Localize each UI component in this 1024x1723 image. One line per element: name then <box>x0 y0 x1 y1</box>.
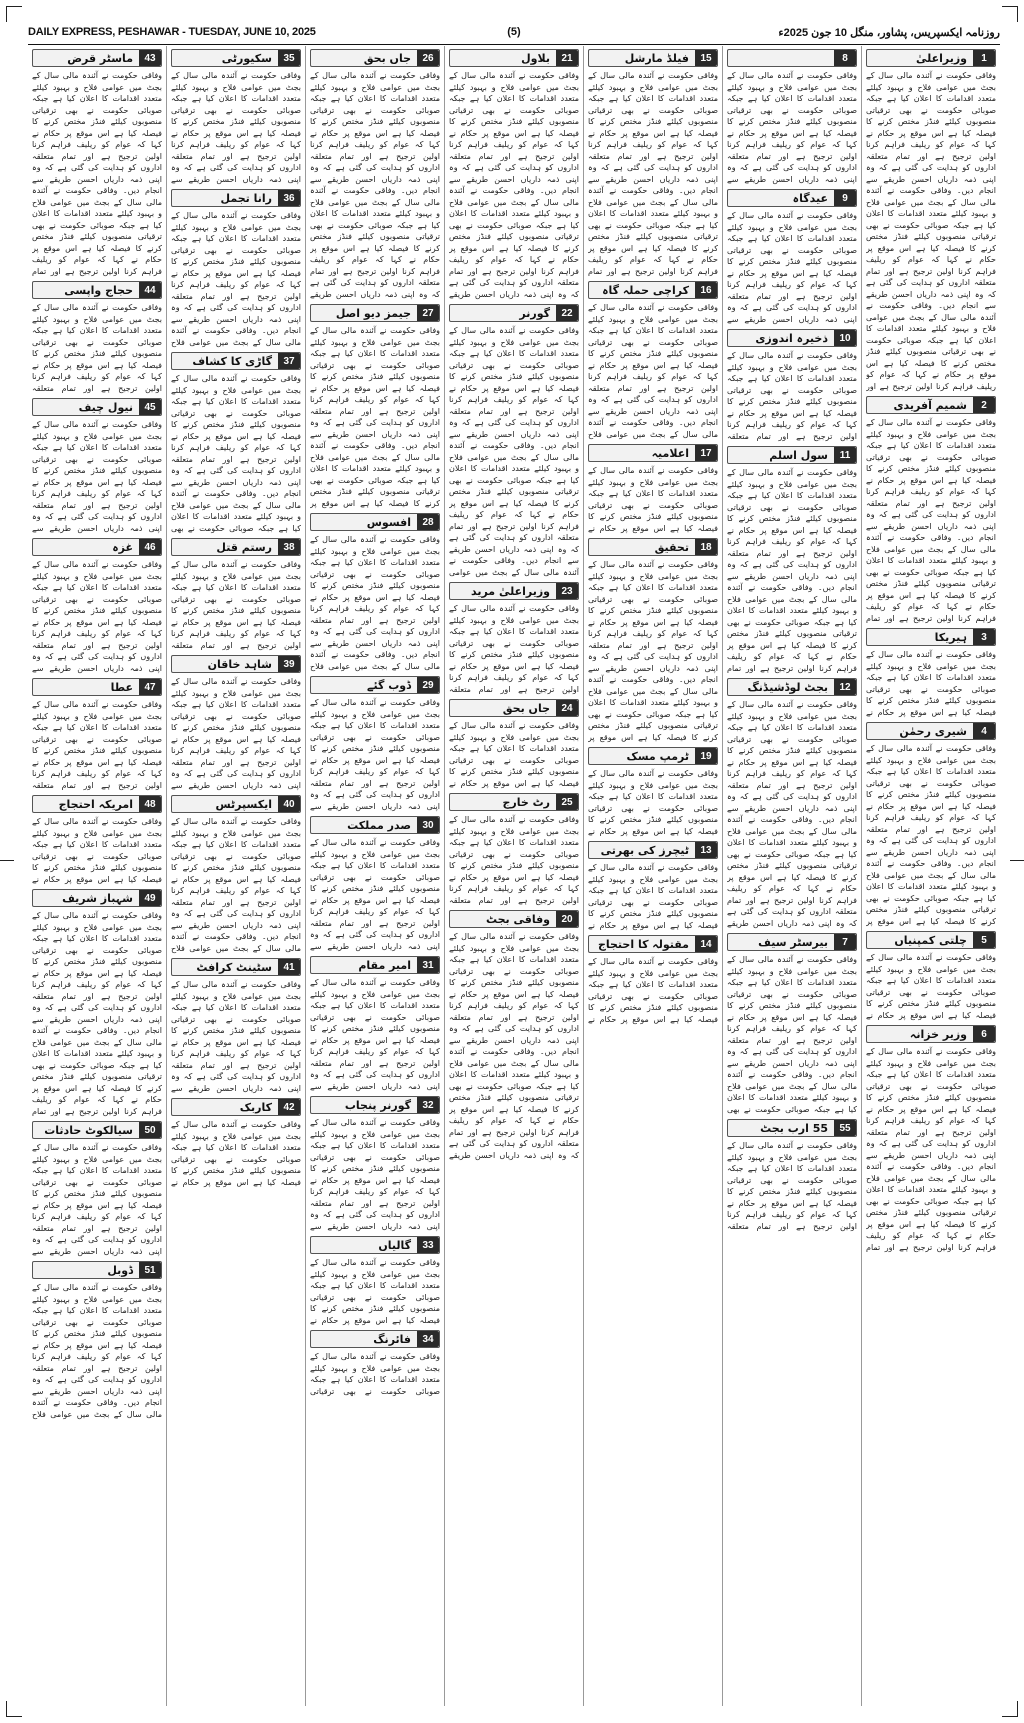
news-item-number: 29 <box>417 677 439 693</box>
news-item-heading <box>32 281 162 299</box>
news-item-heading <box>866 396 996 414</box>
news-item-number: 42 <box>278 1099 300 1115</box>
news-item <box>727 933 857 1115</box>
news-item-heading <box>171 538 301 556</box>
news-item <box>171 958 301 1094</box>
news-item <box>310 816 440 952</box>
news-item <box>310 49 440 300</box>
news-item <box>310 1096 440 1232</box>
news-item <box>449 699 579 789</box>
news-item-number: 30 <box>417 817 439 833</box>
news-item-number: 6 <box>973 1026 995 1042</box>
news-item-number: 46 <box>139 539 161 555</box>
news-item-title: فیلڈ مارشل <box>624 51 689 65</box>
news-item-number: 33 <box>417 1237 439 1253</box>
news-item-number: 27 <box>417 305 439 321</box>
news-item-body: وفاقی حکومت نے آئندہ مالی سال کے بجٹ میں عوامی فلاح و بہبود کیلئے متعدد اقدامات کا اعلان کیا ہے جبکہ صوبائی حکومت نے بھی ترقیاتی منصوبوں کیلئے فنڈز مختص کرنے کا فیصلہ کیا ہے اس موقع پر حکام نے <box>866 953 996 1020</box>
news-column-7 <box>28 46 166 1706</box>
news-item-title: شہباز شریف <box>62 891 133 905</box>
crop-mark <box>1017 6 1018 22</box>
news-item-body: وفاقی حکومت نے آئندہ مالی سال کے بجٹ میں عوامی فلاح و بہبود کیلئے متعدد اقدامات کا اعلان کیا ہے جبکہ صوبائی حکومت نے بھی ترقیاتی منصوبوں کیلئے فنڈز مختص کرنے کا فیصلہ کیا ہے اس موقع پر حکام نے کہا کہ عوام کو ریلیف فراہم کرنا اولین ترجیح ہے اور تمام متعلقہ <box>171 560 301 650</box>
news-item-number: 14 <box>695 936 717 952</box>
news-item-title: افسوس <box>366 515 411 529</box>
news-item-title: شاہد خاقان <box>207 657 272 671</box>
news-item-number: 5 <box>973 932 995 948</box>
news-item-number: 23 <box>556 583 578 599</box>
news-column-4 <box>444 46 583 1706</box>
news-item-heading <box>588 444 718 462</box>
news-column-5 <box>305 46 444 1706</box>
news-item-heading <box>171 352 301 370</box>
news-item <box>727 189 857 325</box>
news-item-title: وزیراعلیٰ مرید <box>470 584 550 598</box>
news-item-body: وفاقی حکومت نے آئندہ مالی سال کے بجٹ میں عوامی فلاح و بہبود کیلئے متعدد اقدامات کا اعلان کیا ہے جبکہ صوبائی حکومت نے بھی ترقیاتی منصوبوں کیلئے فنڈز مختص کرنے کا فیصلہ کیا ہے اس موقع پر حکام نے کہا کہ عوام کو ریلیف فراہم کرنا اولین ترجیح ہے اور تمام متعلقہ اداروں کو ہدایت کی گئی ہے کہ وہ اپنی ذمہ داریاں احسن طریقے سے <box>310 978 440 1091</box>
news-item-heading <box>727 933 857 951</box>
news-item-title: تحقیق <box>654 540 689 554</box>
news-item <box>310 676 440 812</box>
news-item-heading <box>449 304 579 322</box>
news-item <box>449 582 579 695</box>
news-item-body: وفاقی حکومت نے آئندہ مالی سال کے بجٹ میں عوامی فلاح و بہبود کیلئے متعدد اقدامات کا اعلان کیا ہے جبکہ صوبائی حکومت نے بھی ترقیاتی منصوبوں کیلئے فنڈز مختص کرنے کا فیصلہ کیا ہے اس موقع پر حکام نے کہا کہ عوام کو ریلیف فراہم کرنا اولین ترجیح ہے اور تمام متعلقہ اداروں کو ہدایت کی گئی ہے کہ وہ اپنی ذمہ داریاں احسن طریقے سے انجام دیں۔ وفاقی حکومت نے آئندہ مالی سال کے بجٹ میں عوامی فلاح <box>588 303 718 439</box>
news-item-title: رٹ خارج <box>502 795 550 809</box>
news-item-title: امیر مقام <box>358 958 411 972</box>
news-item-body: وفاقی حکومت نے آئندہ مالی سال کے بجٹ میں عوامی فلاح و بہبود کیلئے متعدد اقدامات کا اعلان کیا ہے جبکہ صوبائی حکومت نے بھی ترقیاتی منصوبوں کیلئے فنڈز مختص کرنے کا فیصلہ کیا ہے اس موقع پر حکام نے کہا کہ عوام کو ریلیف فراہم کرنا اولین ترجیح ہے اور تمام متعلقہ <box>449 604 579 694</box>
news-item-number: 39 <box>278 656 300 672</box>
news-item-body: وفاقی حکومت نے آئندہ مالی سال کے بجٹ میں عوامی فلاح و بہبود کیلئے متعدد اقدامات کا اعلان کیا ہے جبکہ صوبائی حکومت نے بھی ترقیاتی منصوبوں کیلئے فنڈز مختص کرنے کا فیصلہ کیا ہے اس موقع پر حکام نے کہا کہ عوام کو ریلیف فراہم کرنا اولین ترجیح ہے اور تمام متعلقہ اداروں کو ہدایت کی گئی ہے کہ وہ اپنی ذمہ داریاں احسن طریقے سے انجام دیں۔ وفاقی حکومت نے آئندہ مالی سال کے بجٹ میں عوامی فلاح و بہبود کیلئے متعدد اقدامات کا اعلان کیا ہے جبکہ صوبائی حکومت نے بھی ترقیاتی منصوبوں کیلئے فنڈز مختص کرنے کا فیصلہ کیا ہے اس موقع پر <box>588 560 718 742</box>
news-item <box>449 49 579 300</box>
news-item-body: وفاقی حکومت نے آئندہ مالی سال کے بجٹ میں عوامی فلاح و بہبود کیلئے متعدد اقدامات کا اعلان کیا ہے جبکہ صوبائی حکومت نے بھی ترقیاتی منصوبوں کیلئے فنڈز مختص کرنے کا فیصلہ کیا ہے اس موقع پر حکام نے کہا کہ عوام کو ریلیف فراہم کرنا اولین ترجیح ہے اور تمام متعلقہ <box>32 700 162 790</box>
news-item-title: کاربک <box>239 1100 272 1114</box>
news-item-body: وفاقی حکومت نے آئندہ مالی سال کے بجٹ میں عوامی فلاح و بہبود کیلئے متعدد اقدامات کا اعلان کیا ہے جبکہ صوبائی حکومت نے بھی ترقیاتی منصوبوں کیلئے فنڈز مختص کرنے کا فیصلہ کیا ہے اس موقع پر حکام نے <box>449 721 579 788</box>
news-item-title: شیری رحمٰن <box>899 724 967 738</box>
news-item <box>32 398 162 534</box>
news-item-heading <box>32 538 162 556</box>
news-item-body: وفاقی حکومت نے آئندہ مالی سال کے بجٹ میں عوامی فلاح و بہبود کیلئے متعدد اقدامات کا اعلان کیا ہے جبکہ صوبائی حکومت نے بھی ترقیاتی منصوبوں کیلئے فنڈز مختص کرنے کا فیصلہ کیا ہے اس موقع پر حکام نے کہا کہ عوام کو ریلیف فراہم کرنا اولین ترجیح ہے اور تمام متعلقہ اداروں کو ہدایت کی گئی ہے کہ وہ اپنی ذمہ داریاں احسن طریقے سے انجام دیں۔ وفاقی حکومت نے آئندہ مالی سال کے بجٹ میں عوامی فلاح و بہبود کیلئے متعدد اقدامات کا اعلان کیا ہے جبکہ صوبائی حکومت نے بھی ترقیاتی منصوبوں کیلئے فنڈز مختص کرنے کا فیصلہ کیا ہے اس موقع پر حکام نے کہا کہ عوام کو ریلیف فراہم کرنا اولین ترجیح ہے اور تمام متعلقہ اداروں کو ہدایت کی گئی ہے کہ وہ اپنی ذمہ داریاں احسن طریقے <box>310 71 440 299</box>
news-item-title: فائرنگ <box>373 1332 411 1346</box>
news-item-number: 47 <box>139 679 161 695</box>
news-item-title: سٹینٹ کرافٹ <box>196 960 272 974</box>
news-item-title: ماسٹر قرض <box>67 51 133 65</box>
news-item-number: 16 <box>695 282 717 298</box>
news-item-number: 22 <box>556 305 578 321</box>
news-item-heading <box>171 795 301 813</box>
news-item-heading <box>588 281 718 299</box>
news-item-body: وفاقی حکومت نے آئندہ مالی سال کے بجٹ میں عوامی فلاح و بہبود کیلئے متعدد اقدامات کا اعلان کیا ہے جبکہ صوبائی حکومت نے بھی ترقیاتی منصوبوں کیلئے فنڈز مختص کرنے کا فیصلہ کیا ہے اس موقع پر حکام نے کہا کہ عوام کو ریلیف فراہم کرنا اولین ترجیح ہے اور تمام متعلقہ اداروں کو ہدایت کی گئی ہے کہ وہ اپنی ذمہ داریاں احسن طریقے سے انجام دیں۔ وفاقی حکومت نے آئندہ مالی سال کے بجٹ میں عوامی فلاح و بہبود کیلئے متعدد اقدامات کا اعلان کیا ہے جبکہ صوبائی حکومت نے بھی ترقیاتی منصوبوں کیلئے فنڈز مختص کرنے کا فیصلہ کیا ہے اس موقع پر حکام نے کہا کہ عوام کو ریلیف فراہم کرنا اولین ترجیح ہے اور تمام متعلقہ اداروں کو ہدایت کی گئی ہے کہ وہ اپنی ذمہ داریاں احسن طریقے سے انجام دیں۔ وفاقی حکومت نے آئندہ مالی سال کے بجٹ میں عوامی فلاح و بہبود کیلئے متعدد اقدامات کا اعلان کیا ہے جبکہ صوبائی حکومت نے بھی ترقیاتی منصوبوں کیلئے فنڈز مختص کرنے کا فیصلہ کیا ہے اس موقع پر حکام نے کہا کہ عوام کو ریلیف فراہم کرنا اولین ترجیح ہے اور <box>866 71 996 391</box>
news-item-heading <box>310 513 440 531</box>
news-item <box>449 793 579 906</box>
news-item-heading <box>310 676 440 694</box>
news-item-body: وفاقی حکومت نے آئندہ مالی سال کے بجٹ میں عوامی فلاح و بہبود کیلئے متعدد اقدامات کا اعلان کیا ہے جبکہ صوبائی حکومت نے بھی ترقیاتی منصوبوں کیلئے فنڈز مختص کرنے کا فیصلہ کیا ہے اس موقع پر حکام نے کہا کہ عوام کو ریلیف فراہم کرنا اولین ترجیح ہے اور تمام متعلقہ <box>32 303 162 393</box>
news-item-body: وفاقی حکومت نے آئندہ مالی سال کے بجٹ میں عوامی فلاح و بہبود کیلئے متعدد اقدامات کا اعلان کیا ہے جبکہ صوبائی حکومت نے بھی ترقیاتی منصوبوں کیلئے فنڈز مختص کرنے کا فیصلہ کیا ہے اس موقع پر حکام نے کہا کہ عوام کو ریلیف فراہم کرنا اولین ترجیح ہے اور تمام متعلقہ اداروں کو ہدایت کی گئی ہے کہ وہ اپنی ذمہ داریاں احسن طریقے سے <box>32 420 162 533</box>
news-item <box>588 444 718 534</box>
news-item-title: بیرسٹر سیف <box>758 935 828 949</box>
news-item-number: 49 <box>139 890 161 906</box>
news-item-body: وفاقی حکومت نے آئندہ مالی سال کے بجٹ میں عوامی فلاح و بہبود کیلئے متعدد اقدامات کا اعلان کیا ہے جبکہ صوبائی حکومت نے بھی ترقیاتی منصوبوں کیلئے فنڈز مختص کرنے کا فیصلہ کیا ہے اس موقع پر حکام نے کہا کہ عوام کو ریلیف فراہم کرنا اولین ترجیح ہے اور تمام متعلقہ اداروں کو ہدایت کی گئی ہے کہ وہ اپنی ذمہ داریاں احسن طریقے سے انجام دیں۔ وفاقی حکومت نے آئندہ مالی سال کے بجٹ میں عوامی فلاح و بہبود کیلئے متعدد اقدامات کا اعلان کیا ہے جبکہ صوبائی حکومت نے بھی <box>727 955 857 1114</box>
news-item-heading <box>32 889 162 907</box>
news-item-body: وفاقی حکومت نے آئندہ مالی سال کے بجٹ میں عوامی فلاح و بہبود کیلئے متعدد اقدامات کا اعلان کیا ہے جبکہ صوبائی حکومت نے بھی ترقیاتی منصوبوں کیلئے فنڈز مختص کرنے کا فیصلہ کیا ہے اس موقع پر حکام نے کہا کہ عوام کو ریلیف فراہم کرنا اولین ترجیح ہے اور تمام متعلقہ <box>727 1141 857 1231</box>
news-item <box>727 678 857 929</box>
news-item <box>727 446 857 674</box>
news-item <box>588 935 718 1025</box>
news-item-number: 9 <box>834 190 856 206</box>
news-item-body: وفاقی حکومت نے آئندہ مالی سال کے بجٹ میں عوامی فلاح و بہبود کیلئے متعدد اقدامات کا اعلان کیا ہے جبکہ صوبائی حکومت نے بھی ترقیاتی منصوبوں کیلئے فنڈز مختص کرنے کا فیصلہ کیا ہے اس موقع پر حکام نے کہا کہ عوام کو ریلیف فراہم کرنا اولین ترجیح ہے اور تمام متعلقہ اداروں کو ہدایت کی گئی ہے کہ وہ اپنی ذمہ داریاں احسن طریقے سے <box>727 71 857 184</box>
news-item-title: وزیراعلیٰ <box>915 51 967 65</box>
news-item-body: وفاقی حکومت نے آئندہ مالی سال کے بجٹ میں عوامی فلاح و بہبود کیلئے متعدد اقدامات کا اعلان کیا ہے جبکہ صوبائی حکومت نے بھی ترقیاتی منصوبوں کیلئے فنڈز مختص کرنے کا فیصلہ کیا ہے اس موقع پر حکام نے کہا کہ عوام کو ریلیف فراہم کرنا اولین ترجیح ہے اور تمام متعلقہ اداروں کو ہدایت کی گئی ہے کہ وہ اپنی ذمہ داریاں احسن طریقے سے <box>171 71 301 184</box>
news-item-number: 17 <box>695 445 717 461</box>
news-item <box>32 538 162 674</box>
news-item-number: 12 <box>834 679 856 695</box>
news-item-title: ڈوب گئے <box>367 678 411 692</box>
news-item-heading <box>866 931 996 949</box>
news-item-body: وفاقی حکومت نے آئندہ مالی سال کے بجٹ میں عوامی فلاح و بہبود کیلئے متعدد اقدامات کا اعلان کیا ہے جبکہ صوبائی حکومت نے بھی ترقیاتی منصوبوں کیلئے فنڈز مختص کرنے کا فیصلہ کیا ہے اس موقع پر حکام نے کہا کہ عوام کو ریلیف فراہم کرنا اولین ترجیح ہے اور تمام متعلقہ <box>727 351 857 441</box>
news-item-heading <box>310 1236 440 1254</box>
masthead-date-english: DAILY EXPRESS, PESHAWAR - TUESDAY, JUNE 10, 2025 <box>28 26 316 38</box>
news-item-body: وفاقی حکومت نے آئندہ مالی سال کے بجٹ میں عوامی فلاح و بہبود کیلئے متعدد اقدامات کا اعلان کیا ہے جبکہ صوبائی حکومت نے بھی ترقیاتی منصوبوں کیلئے فنڈز مختص کرنے کا فیصلہ کیا ہے اس موقع پر حکام نے کہا کہ عوام کو ریلیف فراہم کرنا اولین ترجیح ہے اور تمام متعلقہ اداروں کو ہدایت کی گئی ہے کہ وہ اپنی ذمہ داریاں احسن طریقے سے <box>310 698 440 811</box>
news-item-number: 35 <box>278 50 300 66</box>
news-item <box>310 1236 440 1326</box>
news-item <box>171 189 301 348</box>
news-item-body: وفاقی حکومت نے آئندہ مالی سال کے بجٹ میں عوامی فلاح و بہبود کیلئے متعدد اقدامات کا اعلان کیا ہے جبکہ صوبائی حکومت نے بھی ترقیاتی منصوبوں کیلئے فنڈز مختص کرنے کا فیصلہ کیا ہے اس موقع پر حکام نے کہا کہ عوام کو ریلیف فراہم کرنا اولین ترجیح ہے اور تمام متعلقہ اداروں کو ہدایت کی گئی ہے کہ وہ اپنی ذمہ داریاں احسن طریقے سے انجام دیں۔ وفاقی حکومت نے آئندہ مالی سال کے بجٹ میں عوامی فلاح <box>171 211 301 347</box>
news-item-title: گورنر پنجاب <box>344 1098 411 1112</box>
news-item <box>588 538 718 743</box>
news-column-6 <box>166 46 305 1706</box>
news-item-title: شمیم آفریدی <box>893 398 967 412</box>
news-item-heading <box>866 722 996 740</box>
news-item <box>171 352 301 534</box>
news-item-number: 24 <box>556 700 578 716</box>
news-item-body: وفاقی حکومت نے آئندہ مالی سال کے بجٹ میں عوامی فلاح و بہبود کیلئے متعدد اقدامات کا اعلان کیا ہے جبکہ صوبائی حکومت نے بھی ترقیاتی منصوبوں کیلئے فنڈز مختص کرنے کا فیصلہ کیا ہے اس موقع پر حکام نے کہا کہ عوام کو ریلیف فراہم کرنا اولین ترجیح ہے اور تمام متعلقہ اداروں کو ہدایت کی گئی ہے کہ وہ اپنی ذمہ داریاں احسن طریقے سے انجام دیں۔ وفاقی حکومت نے آئندہ مالی سال کے بجٹ میں عوامی فلاح و بہبود کیلئے متعدد اقدامات کا اعلان کیا ہے جبکہ صوبائی حکومت نے بھی ترقیاتی منصوبوں کیلئے فنڈز مختص کرنے کا فیصلہ کیا ہے اس موقع پر <box>310 326 440 508</box>
news-item-title: سیالکوٹ حادثات <box>44 1123 133 1137</box>
news-item-heading <box>32 678 162 696</box>
news-item <box>866 396 996 624</box>
news-item <box>171 1098 301 1188</box>
news-item-heading <box>32 1121 162 1139</box>
news-item-title: امریکہ احتجاج <box>58 797 133 811</box>
news-item <box>310 513 440 672</box>
news-item-heading <box>449 699 579 717</box>
news-item-body: وفاقی حکومت نے آئندہ مالی سال کے بجٹ میں عوامی فلاح و بہبود کیلئے متعدد اقدامات کا اعلان کیا ہے جبکہ صوبائی حکومت نے بھی ترقیاتی منصوبوں کیلئے فنڈز مختص کرنے کا فیصلہ کیا ہے اس موقع پر حکام نے کہا کہ عوام کو ریلیف فراہم کرنا اولین ترجیح ہے اور تمام متعلقہ اداروں کو ہدایت کی گئی ہے کہ وہ اپنی ذمہ داریاں احسن طریقے سے <box>171 677 301 790</box>
news-item-title: گالیاں <box>378 1238 411 1252</box>
masthead-date-urdu: روزنامہ ایکسپریس، پشاور، منگل 10 جون 2025ء <box>778 26 1000 39</box>
news-item-body: وفاقی حکومت نے آئندہ مالی سال کے بجٹ میں عوامی فلاح و بہبود کیلئے متعدد اقدامات کا اعلان کیا ہے جبکہ صوبائی حکومت نے بھی ترقیاتی <box>310 1352 440 1396</box>
news-item-heading <box>310 304 440 322</box>
news-item-heading <box>171 1098 301 1116</box>
news-item-heading <box>588 935 718 953</box>
news-item-heading <box>32 795 162 813</box>
news-item-title: عیدگاہ <box>792 191 828 205</box>
news-item <box>32 1121 162 1257</box>
news-item <box>310 1330 440 1397</box>
news-column-2 <box>722 46 861 1706</box>
news-item-title: مقتولہ کا احتجاج <box>597 937 689 951</box>
news-item-heading <box>727 446 857 464</box>
crop-mark <box>6 1701 7 1717</box>
news-item-body: وفاقی حکومت نے آئندہ مالی سال کے بجٹ میں عوامی فلاح و بہبود کیلئے متعدد اقدامات کا اعلان کیا ہے جبکہ صوبائی حکومت نے بھی ترقیاتی منصوبوں کیلئے فنڈز مختص کرنے کا فیصلہ کیا ہے اس موقع پر حکام نے کہا کہ عوام کو ریلیف فراہم کرنا اولین ترجیح ہے اور تمام متعلقہ اداروں کو ہدایت کی گئی ہے کہ وہ اپنی ذمہ داریاں احسن طریقے سے انجام دیں۔ وفاقی حکومت نے آئندہ مالی سال کے بجٹ میں عوامی فلاح <box>310 535 440 671</box>
news-item-body: وفاقی حکومت نے آئندہ مالی سال کے بجٹ میں عوامی فلاح و بہبود کیلئے متعدد اقدامات کا اعلان کیا ہے جبکہ صوبائی حکومت نے بھی ترقیاتی منصوبوں کیلئے فنڈز مختص کرنے کا فیصلہ کیا ہے اس موقع پر حکام نے کہا کہ عوام کو ریلیف فراہم کرنا اولین ترجیح ہے اور تمام متعلقہ اداروں کو ہدایت کی گئی ہے کہ وہ اپنی ذمہ داریاں احسن طریقے سے انجام دیں۔ وفاقی حکومت نے آئندہ مالی سال کے بجٹ میں عوامی فلاح و بہبود کیلئے متعدد اقدامات کا اعلان کیا ہے جبکہ صوبائی حکومت نے بھی ترقیاتی منصوبوں کیلئے فنڈز مختص کرنے کا فیصلہ کیا ہے اس موقع پر حکام نے کہا کہ عوام کو ریلیف فراہم کرنا اولین ترجیح ہے اور تمام متعلقہ اداروں کو ہدایت کی گئی ہے کہ وہ اپنی ذمہ داریاں احسن طریقے <box>449 71 579 299</box>
news-item-body: وفاقی حکومت نے آئندہ مالی سال کے بجٹ میں عوامی فلاح و بہبود کیلئے متعدد اقدامات کا اعلان کیا ہے جبکہ صوبائی حکومت نے بھی ترقیاتی منصوبوں کیلئے فنڈز مختص کرنے کا فیصلہ کیا ہے اس موقع پر حکام نے کہا کہ عوام کو ریلیف فراہم کرنا اولین ترجیح ہے اور تمام متعلقہ اداروں کو ہدایت کی گئی ہے کہ وہ اپنی ذمہ داریاں احسن طریقے سے انجام دیں۔ وفاقی حکومت نے آئندہ مالی سال کے بجٹ میں عوامی فلاح و بہبود کیلئے متعدد اقدامات کا اعلان کیا ہے جبکہ صوبائی حکومت نے بھی ترقیاتی منصوبوں کیلئے فنڈز مختص کرنے کا فیصلہ کیا ہے اس موقع پر <box>866 744 996 926</box>
news-item <box>171 655 301 791</box>
news-item-body: وفاقی حکومت نے آئندہ مالی سال کے بجٹ میں عوامی فلاح و بہبود کیلئے متعدد اقدامات کا اعلان کیا ہے جبکہ صوبائی حکومت نے بھی ترقیاتی منصوبوں کیلئے فنڈز مختص کرنے کا فیصلہ کیا ہے اس موقع پر حکام نے کہا کہ عوام کو ریلیف فراہم کرنا اولین ترجیح ہے اور تمام متعلقہ اداروں کو ہدایت کی گئی ہے کہ وہ اپنی ذمہ داریاں احسن طریقے سے <box>727 211 857 324</box>
news-item <box>32 889 162 1117</box>
news-item-heading <box>310 956 440 974</box>
news-item <box>171 795 301 954</box>
news-item-title: 55 ارب بجٹ <box>760 1121 828 1135</box>
news-item-number: 25 <box>556 794 578 810</box>
news-item <box>32 49 162 277</box>
news-item-number: 43 <box>139 50 161 66</box>
news-item-heading <box>171 655 301 673</box>
news-item-number: 15 <box>695 50 717 66</box>
news-item-heading <box>727 49 857 67</box>
news-item <box>588 281 718 440</box>
news-item-number: 2 <box>973 397 995 413</box>
news-item <box>866 49 996 392</box>
news-item-body: وفاقی حکومت نے آئندہ مالی سال کے بجٹ میں عوامی فلاح و بہبود کیلئے متعدد اقدامات کا اعلان کیا ہے جبکہ صوبائی حکومت نے بھی ترقیاتی منصوبوں کیلئے فنڈز مختص کرنے کا فیصلہ کیا ہے اس موقع پر حکام نے کہا کہ عوام کو ریلیف فراہم کرنا اولین ترجیح ہے اور تمام متعلقہ اداروں کو ہدایت کی گئی ہے کہ وہ اپنی ذمہ داریاں احسن طریقے سے انجام دیں۔ وفاقی حکومت نے آئندہ مالی سال کے بجٹ میں عوامی فلاح و بہبود کیلئے متعدد اقدامات کا اعلان کیا ہے جبکہ صوبائی حکومت نے بھی ترقیاتی منصوبوں کیلئے فنڈز مختص کرنے کا فیصلہ کیا ہے اس موقع پر حکام نے کہا کہ عوام کو ریلیف فراہم کرنا اولین ترجیح ہے اور تمام <box>32 71 162 276</box>
news-item-number: 21 <box>556 50 578 66</box>
news-item-body: وفاقی حکومت نے آئندہ مالی سال کے بجٹ میں عوامی فلاح و بہبود کیلئے متعدد اقدامات کا اعلان کیا ہے جبکہ صوبائی حکومت نے بھی ترقیاتی منصوبوں کیلئے فنڈز مختص کرنے کا فیصلہ کیا ہے اس موقع پر حکام نے کہا کہ عوام کو ریلیف فراہم کرنا اولین ترجیح ہے اور تمام متعلقہ اداروں کو ہدایت کی گئی ہے کہ وہ اپنی ذمہ داریاں احسن طریقے سے انجام دیں۔ وفاقی حکومت نے آئندہ مالی سال کے بجٹ میں عوامی فلاح <box>32 1283 162 1419</box>
news-item-title: جیمز دیو اصل <box>335 306 411 320</box>
news-item-body: وفاقی حکومت نے آئندہ مالی سال کے بجٹ میں عوامی فلاح و بہبود کیلئے متعدد اقدامات کا اعلان کیا ہے جبکہ صوبائی حکومت نے بھی ترقیاتی منصوبوں کیلئے فنڈز مختص کرنے کا فیصلہ کیا ہے اس موقع پر حکام نے کہا کہ عوام کو ریلیف فراہم کرنا اولین ترجیح ہے اور تمام متعلقہ اداروں کو ہدایت کی گئی ہے کہ وہ اپنی ذمہ داریاں احسن طریقے سے انجام دیں۔ وفاقی حکومت نے آئندہ مالی سال کے بجٹ میں عوامی فلاح و بہبود کیلئے متعدد اقدامات کا اعلان کیا ہے جبکہ صوبائی حکومت نے بھی <box>171 374 301 533</box>
page-number: (5) <box>507 26 521 38</box>
news-item-heading <box>32 398 162 416</box>
crop-mark <box>6 6 22 7</box>
news-item-body: وفاقی حکومت نے آئندہ مالی سال کے بجٹ میں عوامی فلاح و بہبود کیلئے متعدد اقدامات کا اعلان کیا ہے جبکہ صوبائی حکومت نے بھی ترقیاتی منصوبوں کیلئے فنڈز مختص کرنے کا فیصلہ کیا ہے اس موقع پر حکام نے کہا کہ عوام کو ریلیف فراہم کرنا اولین ترجیح ہے اور تمام متعلقہ اداروں کو ہدایت کی گئی ہے کہ وہ اپنی ذمہ داریاں احسن طریقے سے انجام دیں۔ وفاقی حکومت نے آئندہ مالی سال کے بجٹ میں عوامی فلاح و بہبود کیلئے متعدد اقدامات کا اعلان کیا ہے جبکہ صوبائی حکومت نے بھی ترقیاتی منصوبوں کیلئے فنڈز مختص کرنے کا فیصلہ کیا ہے اس موقع پر حکام نے کہا کہ عوام کو ریلیف فراہم کرنا اولین ترجیح ہے اور تمام <box>32 911 162 1116</box>
news-item-title: حجاج واپسی <box>64 283 133 297</box>
news-item-title: غزہ <box>112 540 133 554</box>
news-item-title: ہیریکا <box>934 630 967 644</box>
news-item-title: ٹرمپ مسک <box>626 749 689 763</box>
news-item-title: ڈوبل <box>107 1263 133 1277</box>
news-item-heading <box>310 1330 440 1348</box>
news-item-body: وفاقی حکومت نے آئندہ مالی سال کے بجٹ میں عوامی فلاح و بہبود کیلئے متعدد اقدامات کا اعلان کیا ہے جبکہ صوبائی حکومت نے بھی ترقیاتی منصوبوں کیلئے فنڈز مختص کرنے کا فیصلہ کیا ہے اس موقع پر حکام نے <box>171 1120 301 1187</box>
news-item-number: 31 <box>417 957 439 973</box>
news-item-number: 1 <box>973 50 995 66</box>
news-item-body: وفاقی حکومت نے آئندہ مالی سال کے بجٹ میں عوامی فلاح و بہبود کیلئے متعدد اقدامات کا اعلان کیا ہے جبکہ صوبائی حکومت نے بھی ترقیاتی منصوبوں کیلئے فنڈز مختص کرنے کا فیصلہ کیا ہے اس موقع پر حکام نے کہا کہ عوام کو ریلیف فراہم کرنا اولین ترجیح ہے اور تمام متعلقہ اداروں کو ہدایت کی گئی ہے کہ وہ اپنی ذمہ داریاں احسن طریقے سے انجام دیں۔ وفاقی حکومت نے آئندہ مالی سال کے بجٹ میں عوامی فلاح و بہبود کیلئے متعدد اقدامات کا اعلان کیا ہے جبکہ صوبائی حکومت نے بھی ترقیاتی منصوبوں کیلئے فنڈز مختص کرنے کا فیصلہ کیا ہے اس موقع پر حکام نے کہا کہ عوام کو ریلیف فراہم کرنا اولین ترجیح ہے اور تمام <box>588 71 718 276</box>
news-column-1 <box>861 46 1000 1706</box>
news-item-body: وفاقی حکومت نے آئندہ مالی سال کے بجٹ میں عوامی فلاح و بہبود کیلئے متعدد اقدامات کا اعلان کیا ہے جبکہ صوبائی حکومت نے بھی ترقیاتی منصوبوں کیلئے فنڈز مختص کرنے کا فیصلہ کیا ہے اس موقع پر حکام نے کہا کہ عوام کو ریلیف فراہم کرنا اولین ترجیح ہے اور تمام متعلقہ اداروں کو ہدایت کی گئی ہے کہ وہ اپنی ذمہ داریاں احسن طریقے سے انجام دیں۔ وفاقی حکومت نے آئندہ مالی سال کے بجٹ میں عوامی فلاح و بہبود کیلئے متعدد اقدامات کا اعلان کیا ہے جبکہ صوبائی حکومت نے بھی ترقیاتی منصوبوں کیلئے فنڈز مختص کرنے کا فیصلہ کیا ہے اس موقع پر حکام نے کہا کہ عوام کو ریلیف فراہم کرنا اولین ترجیح ہے اور تمام <box>727 468 857 673</box>
news-item-body: وفاقی حکومت نے آئندہ مالی سال کے بجٹ میں عوامی فلاح و بہبود کیلئے متعدد اقدامات کا اعلان کیا ہے جبکہ صوبائی حکومت نے بھی ترقیاتی منصوبوں کیلئے فنڈز مختص کرنے کا فیصلہ کیا ہے اس موقع پر حکام نے <box>310 1258 440 1325</box>
news-item-title: ایکسپرٹس <box>215 797 272 811</box>
crop-mark <box>6 1716 22 1717</box>
news-item-number: 13 <box>695 842 717 858</box>
news-item-heading <box>588 841 718 859</box>
news-item-number: 44 <box>139 282 161 298</box>
news-item <box>32 1261 162 1420</box>
news-item-body: وفاقی حکومت نے آئندہ مالی سال کے بجٹ میں عوامی فلاح و بہبود کیلئے متعدد اقدامات کا اعلان کیا ہے جبکہ صوبائی حکومت نے بھی ترقیاتی منصوبوں کیلئے فنڈز مختص کرنے کا فیصلہ کیا ہے اس موقع پر حکام نے کہا کہ عوام کو ریلیف فراہم کرنا اولین ترجیح ہے اور تمام متعلقہ اداروں کو ہدایت کی گئی ہے کہ وہ اپنی ذمہ داریاں احسن طریقے سے <box>310 1118 440 1231</box>
crop-mark <box>1010 860 1024 861</box>
news-item-heading <box>32 49 162 67</box>
news-item-heading <box>588 747 718 765</box>
news-item <box>727 329 857 442</box>
news-item-heading <box>449 49 579 67</box>
news-item-heading <box>727 1119 857 1137</box>
news-item-number: 18 <box>695 539 717 555</box>
news-item-heading <box>866 628 996 646</box>
news-item-body: وفاقی حکومت نے آئندہ مالی سال کے بجٹ میں عوامی فلاح و بہبود کیلئے متعدد اقدامات کا اعلان کیا ہے جبکہ صوبائی حکومت نے بھی ترقیاتی منصوبوں کیلئے فنڈز مختص کرنے کا فیصلہ کیا ہے اس موقع پر حکام نے کہا کہ عوام کو ریلیف فراہم کرنا اولین ترجیح ہے اور تمام متعلقہ اداروں کو ہدایت کی گئی ہے کہ وہ اپنی ذمہ داریاں احسن طریقے سے انجام دیں۔ وفاقی حکومت نے آئندہ مالی سال کے بجٹ میں عوامی فلاح <box>171 817 301 953</box>
news-item <box>310 304 440 509</box>
news-item-body: وفاقی حکومت نے آئندہ مالی سال کے بجٹ میں عوامی فلاح و بہبود کیلئے متعدد اقدامات کا اعلان کیا ہے جبکہ صوبائی حکومت نے بھی ترقیاتی منصوبوں کیلئے فنڈز مختص کرنے کا فیصلہ کیا ہے اس موقع پر حکام نے <box>866 650 996 717</box>
news-item-number: 41 <box>278 959 300 975</box>
news-item-number: 26 <box>417 50 439 66</box>
news-item-heading <box>727 329 857 347</box>
news-item-heading <box>449 910 579 928</box>
news-item-number: 38 <box>278 539 300 555</box>
news-item-number: 28 <box>417 514 439 530</box>
news-item-number: 19 <box>695 748 717 764</box>
news-item-heading <box>588 49 718 67</box>
news-item-title: ذخیرہ اندوزی <box>755 331 828 345</box>
news-item-title: گورنر <box>519 306 550 320</box>
crop-mark <box>1002 1716 1018 1717</box>
news-item <box>727 49 857 185</box>
news-item-body: وفاقی حکومت نے آئندہ مالی سال کے بجٹ میں عوامی فلاح و بہبود کیلئے متعدد اقدامات کا اعلان کیا ہے جبکہ صوبائی حکومت نے بھی ترقیاتی منصوبوں کیلئے فنڈز مختص کرنے کا فیصلہ کیا ہے اس موقع پر حکام نے کہا کہ عوام کو ریلیف فراہم کرنا اولین ترجیح ہے اور تمام متعلقہ <box>449 815 579 905</box>
news-item-body: وفاقی حکومت نے آئندہ مالی سال کے بجٹ میں عوامی فلاح و بہبود کیلئے متعدد اقدامات کا اعلان کیا ہے جبکہ صوبائی حکومت نے بھی ترقیاتی منصوبوں کیلئے فنڈز مختص کرنے کا فیصلہ کیا ہے اس موقع پر حکام نے کہا کہ عوام کو ریلیف فراہم کرنا اولین ترجیح ہے اور تمام متعلقہ اداروں کو ہدایت کی گئی ہے کہ وہ اپنی ذمہ داریاں احسن طریقے سے انجام دیں۔ وفاقی حکومت نے آئندہ مالی سال کے بجٹ میں عوامی فلاح و بہبود کیلئے متعدد اقدامات کا اعلان کیا ہے جبکہ صوبائی حکومت نے بھی ترقیاتی منصوبوں کیلئے فنڈز مختص کرنے کا فیصلہ کیا ہے اس موقع پر حکام نے کہا کہ عوام کو ریلیف فراہم کرنا اولین ترجیح ہے اور تمام متعلقہ اداروں کو ہدایت کی گئی ہے کہ وہ اپنی ذمہ داریاں احسن طریقے <box>449 932 579 1160</box>
news-item-title: نیول چیف <box>78 400 133 414</box>
news-item-number: 40 <box>278 796 300 812</box>
news-item-number: 8 <box>834 50 856 66</box>
news-item-number: 48 <box>139 796 161 812</box>
news-item-number: 20 <box>556 911 578 927</box>
news-item-heading <box>171 958 301 976</box>
news-item <box>866 722 996 927</box>
news-item-heading <box>727 678 857 696</box>
news-item-number: 3 <box>973 629 995 645</box>
news-item-title: اعلامیہ <box>651 446 689 460</box>
news-item-title: سکیورٹی <box>221 51 272 65</box>
news-item-title: وفاقی بجٹ <box>485 912 550 926</box>
news-item-body: وفاقی حکومت نے آئندہ مالی سال کے بجٹ میں عوامی فلاح و بہبود کیلئے متعدد اقدامات کا اعلان کیا ہے جبکہ صوبائی حکومت نے بھی ترقیاتی منصوبوں کیلئے فنڈز مختص کرنے کا فیصلہ کیا ہے اس موقع پر حکام نے <box>32 817 162 884</box>
news-item <box>588 49 718 277</box>
news-item-heading <box>866 1025 996 1043</box>
news-item-heading <box>171 189 301 207</box>
news-item <box>449 304 579 578</box>
news-item-title: وزیر خزانہ <box>909 1027 967 1041</box>
news-item <box>727 1119 857 1232</box>
news-item <box>171 538 301 651</box>
news-item-heading <box>449 793 579 811</box>
news-item-title: چلتی کمپنیاں <box>894 933 967 947</box>
news-item-heading <box>310 49 440 67</box>
news-item-heading <box>171 49 301 67</box>
news-item <box>866 628 996 718</box>
crop-mark <box>0 860 14 861</box>
news-item-number: 36 <box>278 190 300 206</box>
news-item-number: 10 <box>834 330 856 346</box>
crop-mark <box>1017 1701 1018 1717</box>
news-item-body: وفاقی حکومت نے آئندہ مالی سال کے بجٹ میں عوامی فلاح و بہبود کیلئے متعدد اقدامات کا اعلان کیا ہے جبکہ صوبائی حکومت نے بھی ترقیاتی منصوبوں کیلئے فنڈز مختص کرنے کا فیصلہ کیا ہے اس موقع پر حکام نے کہا کہ عوام کو ریلیف فراہم کرنا اولین ترجیح ہے اور تمام متعلقہ اداروں کو ہدایت کی گئی ہے کہ وہ اپنی ذمہ داریاں احسن طریقے سے <box>171 980 301 1093</box>
crop-mark <box>1002 6 1018 7</box>
crop-mark <box>6 6 7 22</box>
news-item-heading <box>32 1261 162 1279</box>
newspaper-columns <box>28 46 1000 1706</box>
news-item <box>32 795 162 885</box>
news-item <box>449 910 579 1161</box>
news-item-number: 55 <box>834 1120 856 1136</box>
news-item-heading <box>588 538 718 556</box>
news-item-title: بجٹ لوڈشیڈنگ <box>747 680 828 694</box>
news-item-title: گاڑی کا کشاف <box>192 354 272 368</box>
news-item <box>32 281 162 394</box>
news-item-body: وفاقی حکومت نے آئندہ مالی سال کے بجٹ میں عوامی فلاح و بہبود کیلئے متعدد اقدامات کا اعلان کیا ہے جبکہ صوبائی حکومت نے بھی ترقیاتی منصوبوں کیلئے فنڈز مختص کرنے کا فیصلہ کیا ہے اس موقع پر حکام نے <box>588 769 718 836</box>
news-item-number: 7 <box>834 934 856 950</box>
news-item-title: عطا <box>110 680 133 694</box>
news-item-heading <box>727 189 857 207</box>
news-item-heading <box>310 1096 440 1114</box>
news-item-body: وفاقی حکومت نے آئندہ مالی سال کے بجٹ میں عوامی فلاح و بہبود کیلئے متعدد اقدامات کا اعلان کیا ہے جبکہ صوبائی حکومت نے بھی ترقیاتی منصوبوں کیلئے فنڈز مختص کرنے کا فیصلہ کیا ہے اس موقع پر حکام نے کہا کہ عوام کو ریلیف فراہم کرنا اولین ترجیح ہے اور تمام متعلقہ اداروں کو ہدایت کی گئی ہے کہ وہ اپنی ذمہ داریاں احسن طریقے سے انجام دیں۔ وفاقی حکومت نے آئندہ مالی سال کے بجٹ میں عوامی فلاح و بہبود کیلئے متعدد اقدامات کا اعلان کیا ہے جبکہ صوبائی حکومت نے بھی ترقیاتی منصوبوں کیلئے فنڈز مختص کرنے کا فیصلہ کیا ہے اس موقع پر حکام نے کہا کہ عوام کو ریلیف فراہم کرنا اولین ترجیح ہے اور تمام متعلقہ اداروں کو ہدایت کی گئی ہے کہ وہ اپنی ذمہ داریاں احسن طریقے <box>727 700 857 928</box>
news-item-body: وفاقی حکومت نے آئندہ مالی سال کے بجٹ میں عوامی فلاح و بہبود کیلئے متعدد اقدامات کا اعلان کیا ہے جبکہ صوبائی حکومت نے بھی ترقیاتی منصوبوں کیلئے فنڈز مختص کرنے کا فیصلہ کیا ہے اس موقع پر حکام نے کہا کہ عوام کو ریلیف فراہم کرنا اولین ترجیح ہے اور تمام متعلقہ اداروں کو ہدایت کی گئی ہے کہ وہ اپنی ذمہ داریاں احسن طریقے سے <box>32 1143 162 1256</box>
news-item-body: وفاقی حکومت نے آئندہ مالی سال کے بجٹ میں عوامی فلاح و بہبود کیلئے متعدد اقدامات کا اعلان کیا ہے جبکہ صوبائی حکومت نے بھی ترقیاتی منصوبوں کیلئے فنڈز مختص کرنے کا فیصلہ کیا ہے اس موقع پر حکام نے <box>588 466 718 533</box>
news-item-number: 4 <box>973 723 995 739</box>
news-item-body: وفاقی حکومت نے آئندہ مالی سال کے بجٹ میں عوامی فلاح و بہبود کیلئے متعدد اقدامات کا اعلان کیا ہے جبکہ صوبائی حکومت نے بھی ترقیاتی منصوبوں کیلئے فنڈز مختص کرنے کا فیصلہ کیا ہے اس موقع پر حکام نے <box>588 863 718 930</box>
news-item-title: رانا تجمل <box>220 191 272 205</box>
news-item-number: 37 <box>278 353 300 369</box>
news-item-body: وفاقی حکومت نے آئندہ مالی سال کے بجٹ میں عوامی فلاح و بہبود کیلئے متعدد اقدامات کا اعلان کیا ہے جبکہ صوبائی حکومت نے بھی ترقیاتی منصوبوں کیلئے فنڈز مختص کرنے کا فیصلہ کیا ہے اس موقع پر حکام نے کہا کہ عوام کو ریلیف فراہم کرنا اولین ترجیح ہے اور تمام متعلقہ اداروں کو ہدایت کی گئی ہے کہ وہ اپنی ذمہ داریاں احسن طریقے سے <box>310 838 440 951</box>
news-item <box>866 1025 996 1253</box>
news-item-title: رستم قتل <box>216 540 272 554</box>
news-item-title: جاں بحق <box>363 51 411 65</box>
news-item-title: ٹیچرز کی بھرتی <box>600 843 689 857</box>
news-item-heading <box>449 582 579 600</box>
news-item-title: سول اسلم <box>769 448 828 462</box>
news-item <box>32 678 162 791</box>
news-item-title: بلاول <box>521 51 550 65</box>
news-item-body: وفاقی حکومت نے آئندہ مالی سال کے بجٹ میں عوامی فلاح و بہبود کیلئے متعدد اقدامات کا اعلان کیا ہے جبکہ صوبائی حکومت نے بھی ترقیاتی منصوبوں کیلئے فنڈز مختص کرنے کا فیصلہ کیا ہے اس موقع پر حکام نے کہا کہ عوام کو ریلیف فراہم کرنا اولین ترجیح ہے اور تمام متعلقہ اداروں کو ہدایت کی گئی ہے کہ وہ اپنی ذمہ داریاں احسن طریقے سے انجام دیں۔ وفاقی حکومت نے آئندہ مالی سال کے بجٹ میں عوامی فلاح و بہبود کیلئے متعدد اقدامات کا اعلان کیا ہے جبکہ صوبائی حکومت نے بھی ترقیاتی منصوبوں کیلئے فنڈز مختص کرنے کا فیصلہ کیا ہے اس موقع پر حکام نے کہا کہ عوام کو ریلیف فراہم کرنا اولین ترجیح ہے اور تمام <box>866 418 996 623</box>
page-masthead <box>28 20 1000 45</box>
news-item <box>171 49 301 185</box>
news-column-3 <box>583 46 722 1706</box>
news-item-number: 32 <box>417 1097 439 1113</box>
news-item-title: جاں بحق <box>502 701 550 715</box>
news-item-number: 45 <box>139 399 161 415</box>
news-item-title: صدر مملکت <box>347 818 411 832</box>
news-item-number: 11 <box>834 447 856 463</box>
news-item <box>866 931 996 1021</box>
news-item <box>588 841 718 931</box>
news-item-heading <box>310 816 440 834</box>
news-item-body: وفاقی حکومت نے آئندہ مالی سال کے بجٹ میں عوامی فلاح و بہبود کیلئے متعدد اقدامات کا اعلان کیا ہے جبکہ صوبائی حکومت نے بھی ترقیاتی منصوبوں کیلئے فنڈز مختص کرنے کا فیصلہ کیا ہے اس موقع پر حکام نے <box>588 957 718 1024</box>
news-item-number: 34 <box>417 1331 439 1347</box>
news-item <box>588 747 718 837</box>
news-item <box>310 956 440 1092</box>
news-item-number: 50 <box>139 1122 161 1138</box>
news-item-body: وفاقی حکومت نے آئندہ مالی سال کے بجٹ میں عوامی فلاح و بہبود کیلئے متعدد اقدامات کا اعلان کیا ہے جبکہ صوبائی حکومت نے بھی ترقیاتی منصوبوں کیلئے فنڈز مختص کرنے کا فیصلہ کیا ہے اس موقع پر حکام نے کہا کہ عوام کو ریلیف فراہم کرنا اولین ترجیح ہے اور تمام متعلقہ اداروں کو ہدایت کی گئی ہے کہ وہ اپنی ذمہ داریاں احسن طریقے سے انجام دیں۔ وفاقی حکومت نے آئندہ مالی سال کے بجٹ میں عوامی فلاح و بہبود کیلئے متعدد اقدامات کا اعلان کیا ہے جبکہ صوبائی حکومت نے بھی ترقیاتی منصوبوں کیلئے فنڈز مختص کرنے کا فیصلہ کیا ہے اس موقع پر حکام نے کہا کہ عوام کو ریلیف فراہم کرنا اولین ترجیح ہے اور تمام <box>866 1047 996 1252</box>
news-item-title: کراچی حملہ گاہ <box>602 283 689 297</box>
news-item-body: وفاقی حکومت نے آئندہ مالی سال کے بجٹ میں عوامی فلاح و بہبود کیلئے متعدد اقدامات کا اعلان کیا ہے جبکہ صوبائی حکومت نے بھی ترقیاتی منصوبوں کیلئے فنڈز مختص کرنے کا فیصلہ کیا ہے اس موقع پر حکام نے کہا کہ عوام کو ریلیف فراہم کرنا اولین ترجیح ہے اور تمام متعلقہ اداروں کو ہدایت کی گئی ہے کہ وہ اپنی ذمہ داریاں احسن طریقے سے انجام دیں۔ وفاقی حکومت نے آئندہ مالی سال کے بجٹ میں عوامی فلاح و بہبود کیلئے متعدد اقدامات کا اعلان کیا ہے جبکہ صوبائی حکومت نے بھی ترقیاتی منصوبوں کیلئے فنڈز مختص کرنے کا فیصلہ کیا ہے اس موقع پر حکام نے کہا کہ عوام کو ریلیف فراہم کرنا اولین ترجیح ہے اور تمام متعلقہ اداروں کو ہدایت کی گئی ہے کہ وہ اپنی ذمہ داریاں احسن طریقے سے انجام دیں۔ وفاقی حکومت نے آئندہ مالی سال کے بجٹ میں عوامی <box>449 326 579 577</box>
news-item-heading <box>866 49 996 67</box>
news-item-number: 51 <box>139 1262 161 1278</box>
news-item-body: وفاقی حکومت نے آئندہ مالی سال کے بجٹ میں عوامی فلاح و بہبود کیلئے متعدد اقدامات کا اعلان کیا ہے جبکہ صوبائی حکومت نے بھی ترقیاتی منصوبوں کیلئے فنڈز مختص کرنے کا فیصلہ کیا ہے اس موقع پر حکام نے کہا کہ عوام کو ریلیف فراہم کرنا اولین ترجیح ہے اور تمام متعلقہ اداروں کو ہدایت کی گئی ہے کہ وہ اپنی ذمہ داریاں احسن طریقے سے <box>32 560 162 673</box>
